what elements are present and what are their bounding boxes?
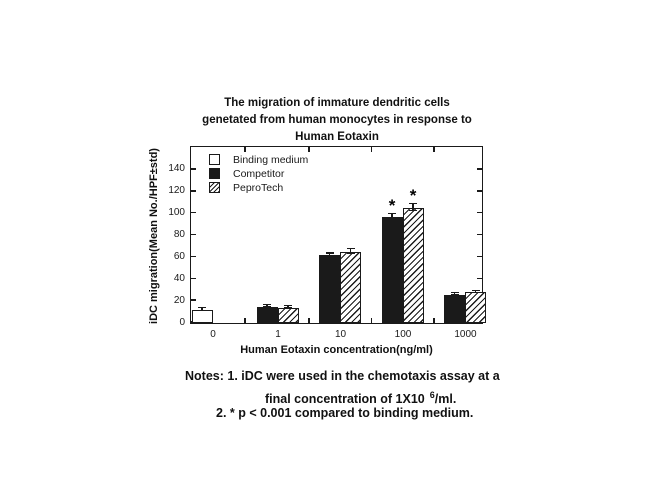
y-axis-tick-right [477, 234, 482, 236]
error-bar-cap [472, 292, 480, 293]
chart-title-line-3: Human Eotaxin [295, 131, 379, 143]
error-bar-cap [451, 294, 459, 295]
bar-peprotech-1 [278, 308, 299, 323]
x-axis-tick [244, 318, 246, 323]
y-tick-label: 60 [173, 250, 185, 262]
x-axis-tick-top [244, 147, 246, 152]
bar-peprotech-1000 [465, 292, 486, 323]
bar-binding-medium-0 [192, 310, 213, 323]
chart-title-line-2: genetated from human monocytes in response to [202, 114, 472, 126]
bar-competitor-1000 [444, 295, 465, 323]
error-bar-cap [347, 253, 355, 254]
x-axis-tick [433, 318, 435, 323]
y-tick-label: 140 [168, 163, 185, 175]
error-bar-cap [263, 304, 271, 305]
y-axis-tick [191, 190, 196, 192]
legend-item-binding-medium [209, 153, 308, 166]
note-line-2-text: final concentration of 1X10 [265, 392, 425, 406]
y-axis-tick-right [477, 278, 482, 280]
bar-peprotech-10 [340, 252, 361, 323]
legend-item-competitor [209, 167, 308, 180]
x-axis-title: Human Eotaxin concentration(ng/ml) [240, 344, 433, 356]
legend-label-binding-medium: Binding medium [233, 153, 309, 166]
y-axis-tick-right [477, 168, 482, 170]
y-axis-tick-right [477, 256, 482, 258]
y-tick-label: 40 [173, 272, 185, 284]
y-axis-tick-right [477, 212, 482, 214]
bar-competitor-1 [257, 307, 278, 323]
y-tick-label: 100 [168, 207, 185, 219]
bar-competitor-100 [382, 217, 403, 323]
note-line-2 [265, 392, 456, 406]
error-bar-cap [198, 307, 206, 308]
legend-label-competitor: Competitor [233, 167, 285, 180]
y-tick-label: 0 [179, 316, 185, 328]
x-tick-label: 10 [334, 329, 347, 340]
bar-competitor-10 [319, 255, 340, 323]
error-bar-cap [284, 307, 292, 308]
legend [209, 153, 308, 195]
legend-label-peprotech: PeproTech [233, 181, 284, 194]
y-axis-tick [191, 278, 196, 280]
error-bar-cap [198, 310, 206, 311]
x-tick-label: 1 [275, 329, 281, 340]
error-bar-cap [388, 217, 396, 218]
significance-asterisk: * [409, 185, 417, 205]
plot-area [190, 146, 483, 324]
error-bar-cap [326, 252, 334, 253]
error-bar-cap [263, 306, 271, 307]
x-axis-tick [308, 318, 310, 323]
chart-title [120, 95, 554, 146]
error-bar-cap [326, 255, 334, 256]
significance-asterisk: * [388, 195, 396, 215]
y-axis-tick [191, 168, 196, 170]
x-axis-tick [371, 318, 373, 323]
x-tick-label: 1000 [454, 329, 477, 340]
error-bar-cap [284, 305, 292, 306]
legend-marker-binding-medium-icon [209, 154, 220, 165]
y-axis-tick [191, 212, 196, 214]
legend-marker-peprotech-icon [209, 182, 220, 193]
y-axis-tick [191, 256, 196, 258]
x-tick-label: 100 [394, 329, 412, 340]
legend-item-peprotech [209, 181, 308, 194]
note-superscript: 6 [429, 390, 435, 400]
error-bar-cap [409, 210, 417, 211]
x-tick-label: 0 [210, 329, 216, 340]
note-line-3: 2. * p < 0.001 compared to binding medium. [216, 406, 474, 420]
y-tick-label: 120 [168, 185, 185, 197]
y-tick-label: 20 [173, 294, 185, 306]
x-axis-tick-top [371, 147, 373, 152]
bar-peprotech-100 [403, 208, 424, 323]
error-bar-cap [347, 248, 355, 249]
note-line-1: Notes: 1. iDC were used in the chemotaxis assay at a [185, 369, 500, 383]
error-bar-cap [451, 292, 459, 293]
y-tick-label: 80 [173, 229, 185, 240]
y-axis-tick [191, 234, 196, 236]
y-axis-title: iDC migration(Mean No./HPF±std) [148, 148, 160, 324]
x-axis-tick-top [308, 147, 310, 152]
x-axis-tick-top [433, 147, 435, 152]
legend-marker-competitor-icon [209, 168, 220, 179]
error-bar-cap [472, 290, 480, 291]
chart-title-line-1: The migration of immature dendritic cells [224, 97, 450, 109]
y-axis-tick-right [477, 190, 482, 192]
y-axis-tick [191, 299, 196, 301]
note-line-2-suffix: /ml. [434, 392, 457, 406]
